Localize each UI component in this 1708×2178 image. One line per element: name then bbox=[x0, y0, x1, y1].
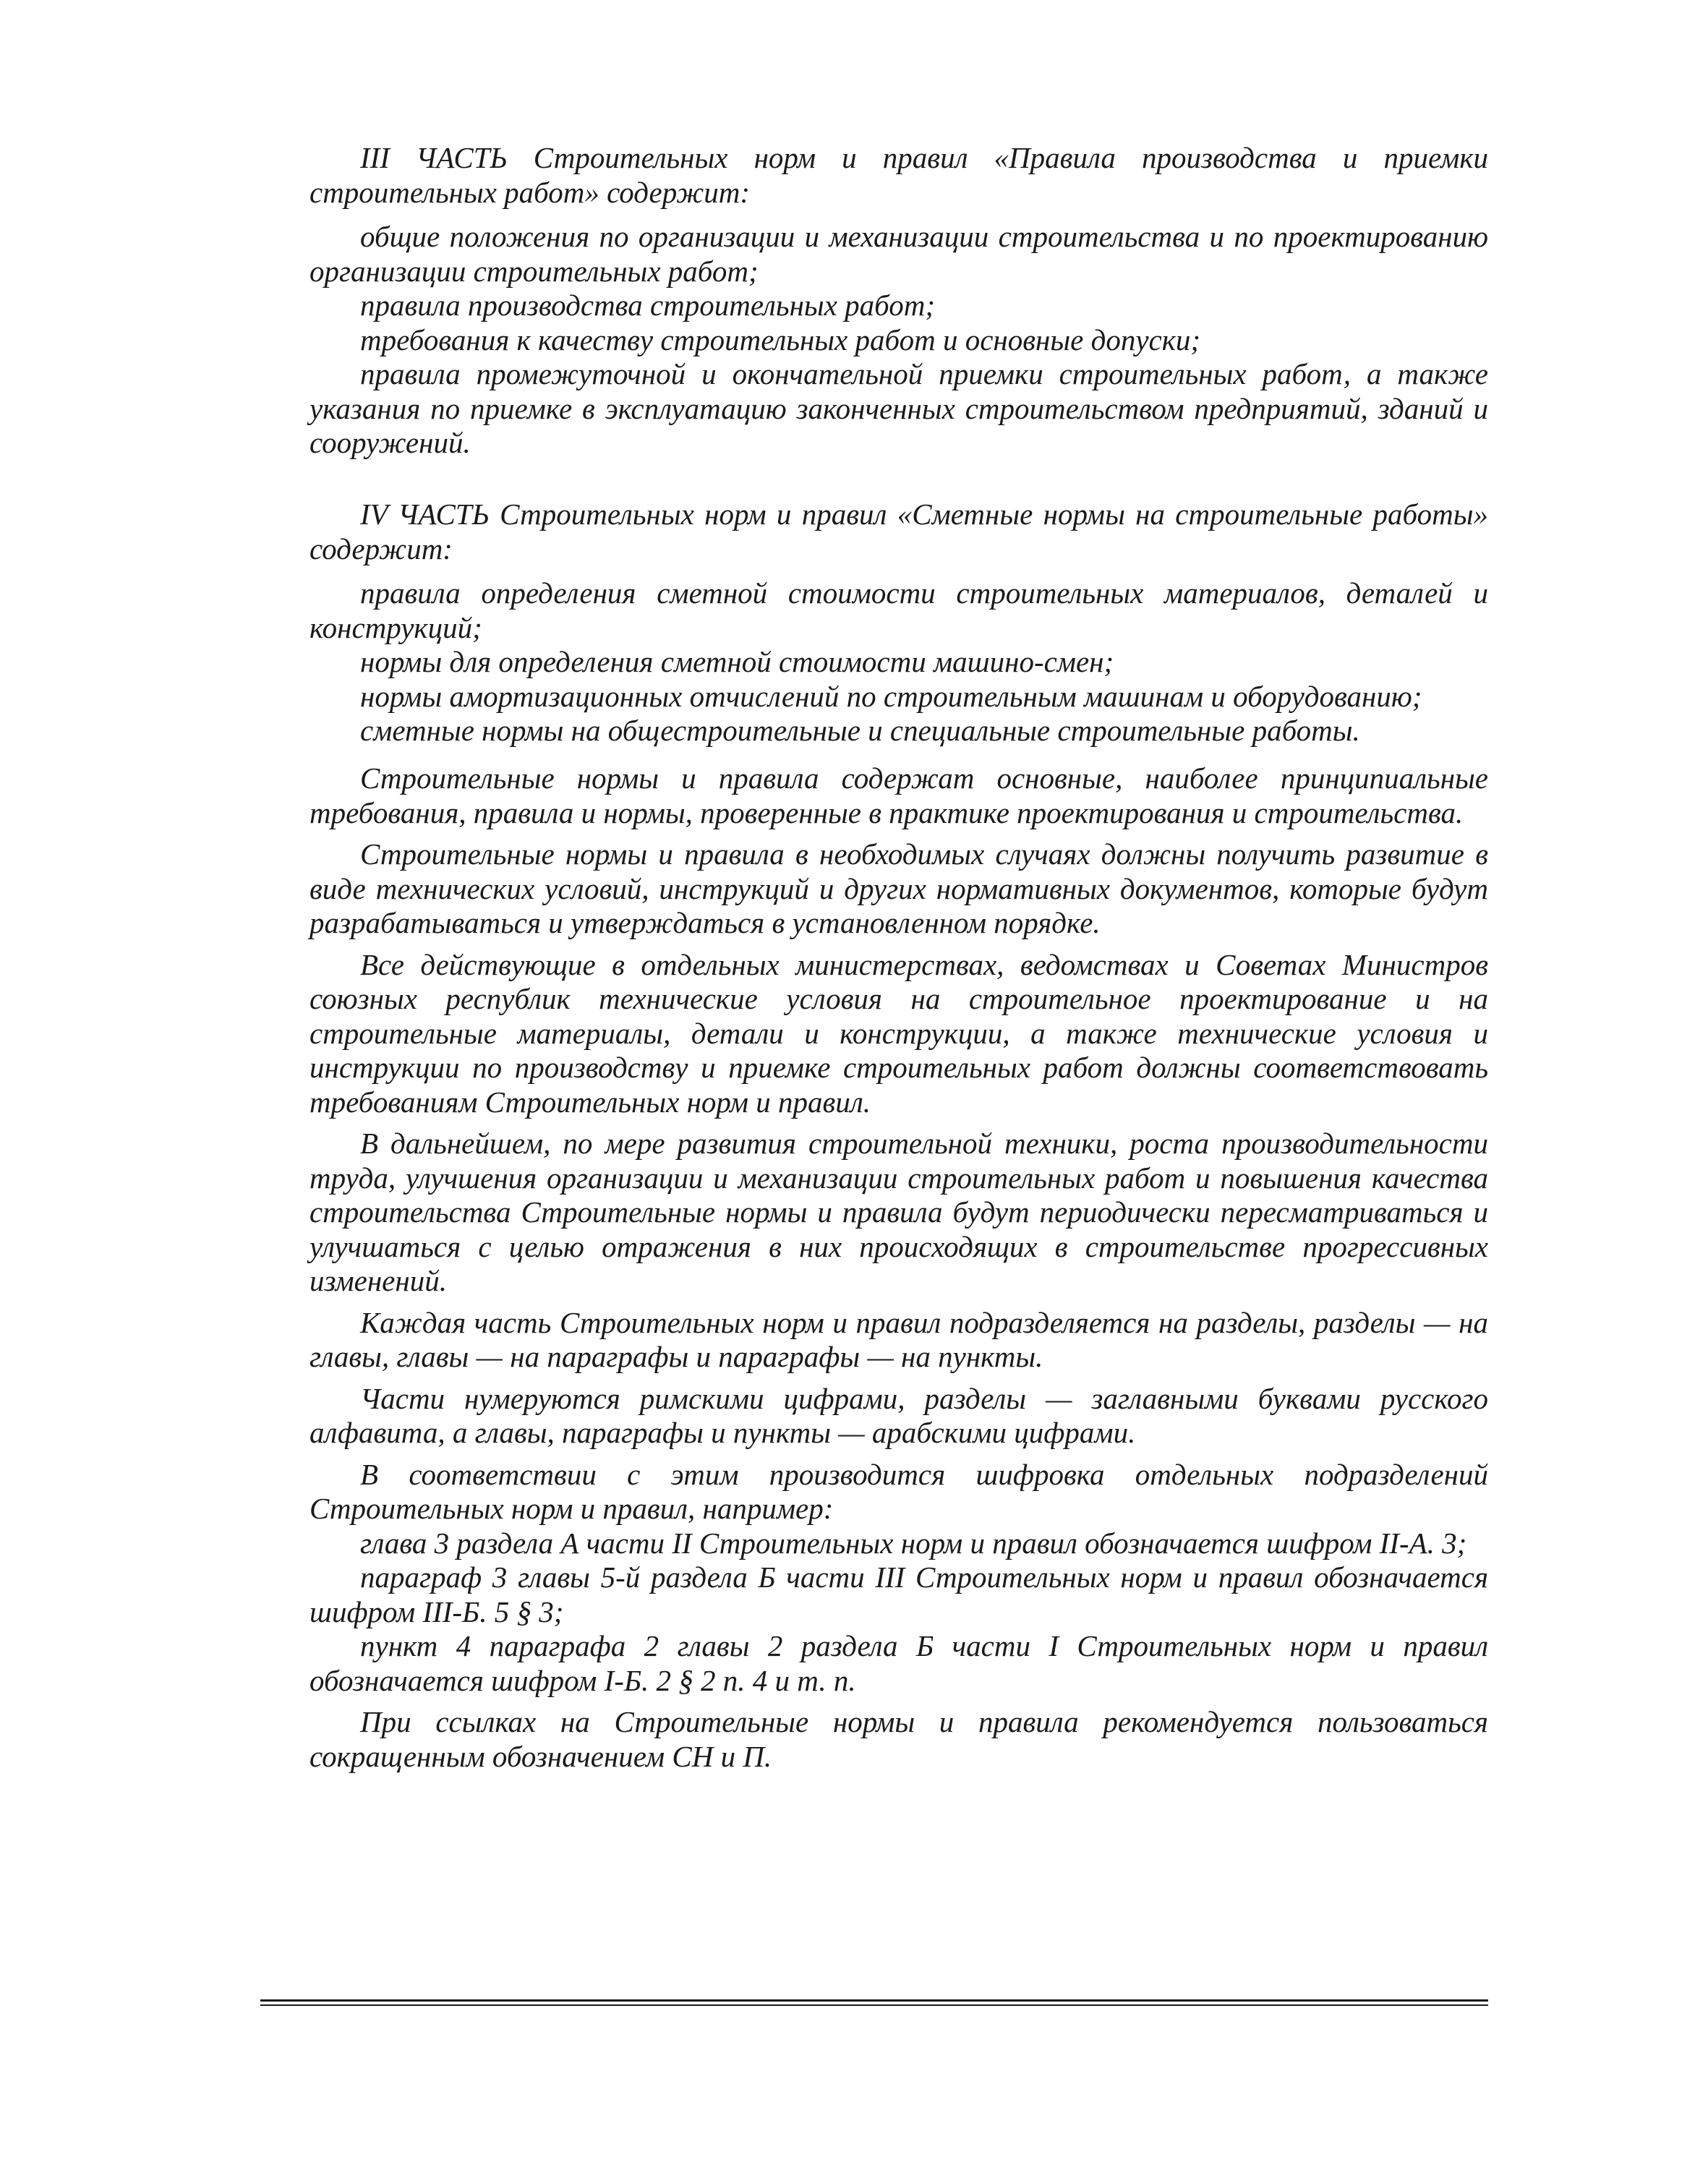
part-4-item: правила определения сметной стоимости строительных материалов, деталей и конструкций; bbox=[309, 576, 1488, 644]
part-4-heading: IV ЧАСТЬ Строительных норм и правил «Сметные нормы на строительные работы» содержит: bbox=[309, 497, 1488, 565]
general-section bbox=[309, 761, 1488, 1774]
part-4-item: нормы амортизационных отчислений по строительным машинам и оборудованию; bbox=[360, 679, 1422, 713]
part-3-item: общие положения по организации и механизации строительства и по проектированию организации строительных работ; bbox=[309, 220, 1488, 288]
general-paragraph: В соответствии с этим производится шифровка отдельных подразделений Строительных норм и правил, например: bbox=[309, 1457, 1488, 1525]
general-paragraph: Строительные нормы и правила в необходимых случаях должны получить развитие в виде технических условий, инструкций и других нормативных документов, которые будут разрабатываться и утверждаться в установленном порядке. bbox=[309, 837, 1488, 939]
general-paragraph: В дальнейшем, по мере развития строительной техники, роста производительности труда, улучшения организации и механизации строительных работ и повышения качества строительства Строительные нормы и правила будут периодически пересматриваться и улучшаться с целью отражения в них происходящих в строительстве прогрессивных изменений. bbox=[309, 1127, 1488, 1297]
part-3-item: правила промежуточной и окончательной приемки строительных работ, а также указания по приемке в эксплуатацию законченных строительством предприятий, зданий и сооружений. bbox=[309, 357, 1488, 459]
part-3-heading: III ЧАСТЬ Строительных норм и правил «Правила производства и приемки строительных работ» содержит: bbox=[309, 141, 1488, 209]
rule-line-bottom bbox=[260, 2004, 1488, 2006]
general-paragraph: Каждая часть Строительных норм и правил подразделяется на разделы, разделы — на главы, главы — на параграфы и параграфы — на пункты. bbox=[309, 1305, 1488, 1373]
general-paragraph: Части нумеруются римскими цифрами, разделы — заглавными буквами русского алфавита, а главы, параграфы и пункты — арабскими цифрами. bbox=[309, 1381, 1488, 1449]
example-code: глава 3 раздела А части II Строительных норм и правил обозначается шифром II-А. 3; bbox=[360, 1526, 1467, 1560]
general-paragraph: Строительные нормы и правила содержат основные, наиболее принципиальные требования, правила и нормы, проверенные в практике проектирования и строительства. bbox=[309, 761, 1488, 829]
bottom-double-rule bbox=[260, 1999, 1488, 2007]
example-code: пункт 4 параграфа 2 главы 2 раздела Б части I Строительных норм и правил обозначается шифром I-Б. 2 § 2 п. 4 и т. п. bbox=[309, 1629, 1488, 1697]
general-paragraph: Все действующие в отдельных министерствах, ведомствах и Советах Министров союзных республик технические условия на строительное проектирование и на строительные материалы, детали и конструкции, а также технические условия и инструкции по производству и приемке строительных работ должны соответствовать требованиям Строительных норм и правил. bbox=[309, 947, 1488, 1119]
example-code: параграф 3 главы 5-й раздела Б части III Строительных норм и правил обозначается шифром III-Б. 5 § 3; bbox=[309, 1560, 1488, 1628]
part-3-item: требования к качеству строительных работ и основные допуски; bbox=[360, 323, 1201, 356]
part-3-section bbox=[309, 141, 1488, 461]
rule-line-top bbox=[260, 1999, 1488, 2002]
part-4-section bbox=[309, 497, 1488, 748]
part-3-item: правила производства строительных работ; bbox=[360, 289, 935, 322]
part-4-item: сметные нормы на общестроительные и специальные строительные работы. bbox=[360, 714, 1360, 747]
closing-paragraph: При ссылках на Строительные нормы и правила рекомендуется пользоваться сокращенным обозначением СН и П. bbox=[309, 1705, 1488, 1773]
part-4-item: нормы для определения сметной стоимости машино-смен; bbox=[360, 645, 1114, 678]
